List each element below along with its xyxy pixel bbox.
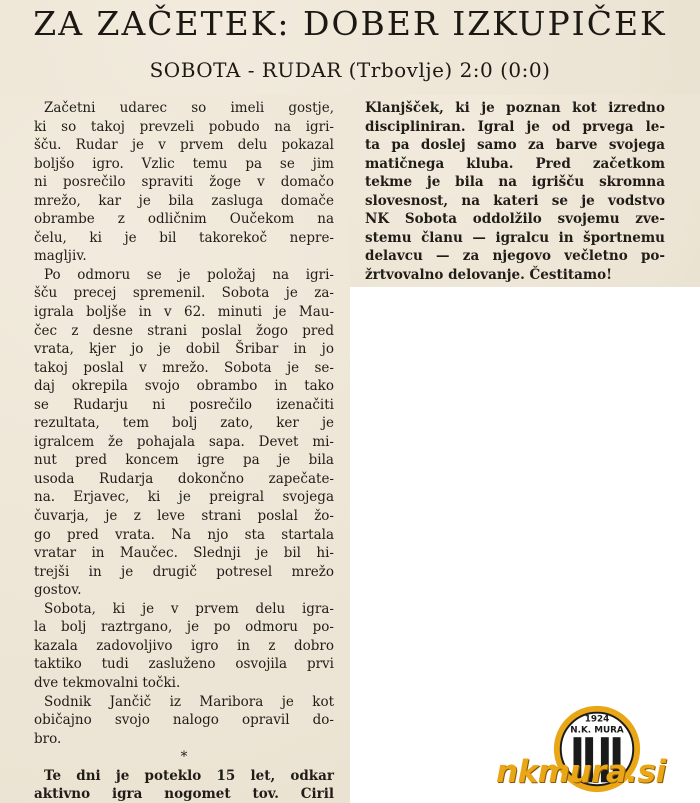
article-text-line: čelu, ki je bil takorekoč nepre- [34, 229, 334, 246]
article-text-line: aktivno igra nogomet tov. Ciril [34, 786, 334, 803]
article-text-line: go pred vrata. Na njo sta startala [34, 526, 334, 543]
article-text-line: šču. Rudar je v prvem delu pokazal [34, 137, 334, 154]
article-text-line: Te dni je poteklo 15 let, odkar [44, 767, 334, 784]
article-text-line: na. Erjavec, ki je preigral svojega [34, 489, 334, 506]
article-left-column [34, 99, 334, 803]
article-text-line: NK Sobota oddolžilo svojemu zve- [365, 211, 665, 228]
article-text-line: vrata, kjer jo je dobil Šribar in jo [34, 341, 334, 358]
article-text-line: gostov. [34, 582, 82, 599]
article-text-line: daj okrepila svojo obrambo in tako [34, 378, 334, 395]
article-text-line: mrežo, kar je bila zasluga domače [34, 192, 334, 209]
article-text-line: bro. [34, 730, 62, 747]
article-text-line: delavcu — za njegovo večletno po- [365, 248, 665, 265]
logo-club-name: N.K. MURA [570, 725, 624, 736]
article-text-line: dve tekmovalni točki. [34, 674, 181, 691]
article-text-line: vratar in Maučec. Slednji je bil hi- [34, 545, 334, 562]
logo-year: 1924 [584, 714, 610, 725]
article-text-line: čuvarja, je z leve strani poslal žo- [34, 508, 334, 525]
article-text-line: kazala zadovoljivo igro in z dobro [34, 637, 334, 654]
article-text-line: takoj poslal v mrežo. Sobota je se- [34, 359, 334, 376]
article-text-line: žrtvovalno delovanje. Čestitamo! [365, 266, 613, 283]
article-text-line: slovesnost, na kateri se je vodstvo [365, 192, 665, 209]
article-text-line: trejši in je drugič potresel mrežo [34, 563, 334, 580]
article-text-line: rezultata, tem bolj zato, ker je [34, 415, 334, 432]
article-text-line: taktiko tudi zasluženo osvojila prvi [34, 656, 334, 673]
article-text-line: Po odmoru se je položaj na igri- [44, 266, 334, 283]
article-text-line: ki so takoj prevzeli pobudo na igri- [34, 118, 334, 135]
article-right-column [365, 99, 665, 284]
article-text-line: obrambe z odličnim Oučekom na [34, 211, 334, 228]
article-text-line: ta pa doslej samo za barve svojega [365, 137, 665, 154]
article-text-line: igralcem že pohajala sapa. Devet mi- [34, 433, 334, 450]
article-text-line: igrala boljše in v 62. minuti je Mau- [34, 304, 334, 321]
article-text-line: Sobota, ki je v prvem delu igra- [44, 600, 334, 617]
article-headline: ZA ZAČETEK: DOBER IZKUPIČEK [33, 4, 667, 43]
article-text-line: usoda Rudarja dokončno zapečate- [34, 470, 334, 487]
article-text-line: discipliniran. Igral je od prvega le- [365, 118, 665, 135]
article-text-line: * [180, 749, 188, 766]
article-text-line: nut pred koncem igre pa je bila [34, 452, 334, 469]
article-text-line: običajno svojo nalogo opravil do- [34, 712, 334, 729]
article-text-line: se Rudarju ni posrečilo izenačiti [34, 396, 334, 413]
article-text-line: Klanjšček, ki je poznan kot izredno [365, 100, 665, 116]
article-text-line: stemu članu — igralcu in športnemu [365, 229, 665, 246]
site-watermark: nkmura.si [496, 754, 666, 790]
article-text-line: la bolj raztrgano, je po odmoru po- [34, 619, 334, 636]
article-text-line: magljiv. [34, 248, 87, 265]
article-text-line: tekme je bila na igrišču skromna [365, 174, 665, 191]
article-text-line: boljšo igro. Vzlic temu pa se jim [34, 155, 334, 172]
article-text-line: matičnega kluba. Pred začetkom [365, 155, 665, 172]
article-text-line: Sodnik Jančič iz Maribora je kot [44, 693, 334, 710]
article-text-line: šču precej spremenil. Sobota je za- [34, 285, 334, 302]
article-text-line: Začetni udarec so imeli gostje, [44, 100, 334, 116]
article-text-line: čec z desne strani poslal žogo pred [34, 322, 334, 339]
article-text-line: ni posrečilo spraviti žoge v domačo [34, 174, 334, 191]
match-result-subheadline: SOBOTA - RUDAR (Trbovlje) 2:0 (0:0) [149, 58, 551, 82]
